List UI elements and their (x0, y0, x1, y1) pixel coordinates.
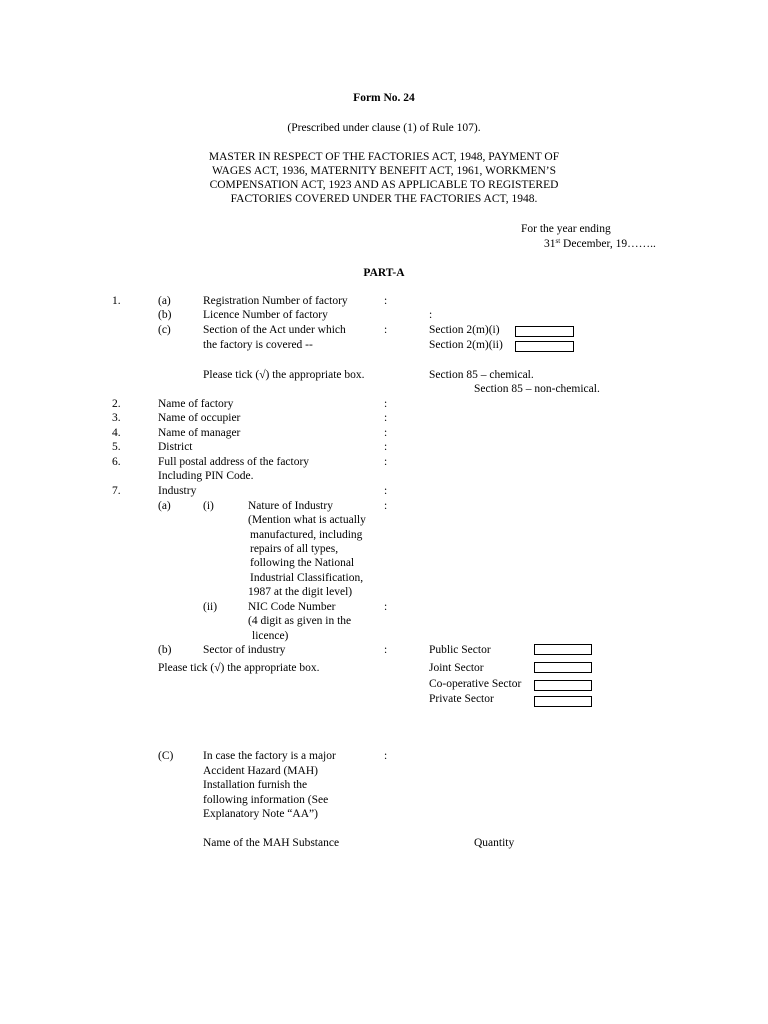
nature-industry-line-6: Industrial Classification, (250, 572, 364, 584)
section-2mi-checkbox[interactable] (515, 326, 574, 337)
tick-instruction-1: Please tick (√) the appropriate box. (203, 369, 365, 381)
nature-industry-line-4: repairs of all types, (250, 543, 339, 555)
section-2mii-checkbox[interactable] (515, 341, 574, 352)
section-85-chemical-label: Section 85 – chemical. (429, 369, 534, 381)
joint-sector-label: Joint Sector (429, 662, 484, 674)
nature-industry-colon: : (384, 500, 388, 512)
master-title-line-1: MASTER IN RESPECT OF THE FACTORIES ACT, 1948, PAYMENT OF (208, 151, 560, 163)
mah-line-1: In case the factory is a major (203, 750, 336, 762)
industry-colon: : (384, 485, 388, 497)
section-85-non-chemical-label: Section 85 – non-chemical. (474, 383, 600, 395)
section-2mi-label: Section 2(m)(i) (429, 324, 500, 336)
registration-number-label: Registration Number of factory (203, 295, 348, 307)
tick-instruction-2: Please tick (√) the appropriate box. (158, 662, 320, 674)
occupier-name-colon: : (384, 412, 388, 424)
item-1-number: 1. (112, 295, 121, 307)
sector-industry-label: Sector of industry (203, 644, 286, 656)
item-1b-letter: (b) (158, 309, 172, 321)
section-2mii-label: Section 2(m)(ii) (429, 339, 503, 351)
nic-code-line-2: (4 digit as given in the (248, 615, 352, 627)
item-7-number: 7. (112, 485, 121, 497)
mah-substance-name-header: Name of the MAH Substance (203, 837, 340, 849)
cooperative-sector-checkbox[interactable] (534, 680, 592, 691)
nature-industry-line-3: manufactured, including (250, 529, 363, 541)
postal-address-label: Full postal address of the factory (158, 456, 310, 468)
item-1a-letter: (a) (158, 295, 171, 307)
mah-line-3: Installation furnish the (203, 779, 308, 791)
part-a-heading: PART-A (363, 267, 405, 279)
postal-address-label-line-2: Including PIN Code. (158, 470, 254, 482)
item-7b-letter: (b) (158, 644, 172, 656)
section-act-label-line-2: the factory is covered -- (203, 339, 313, 351)
occupier-name-label: Name of occupier (158, 412, 241, 424)
nature-industry-line-5: following the National (250, 557, 355, 569)
cooperative-sector-label: Co-operative Sector (429, 678, 522, 690)
mah-line-2: Accident Hazard (MAH) (203, 765, 318, 777)
prescribed-note: (Prescribed under clause (1) of Rule 107). (287, 122, 481, 134)
postal-address-colon: : (384, 456, 388, 468)
industry-label: Industry (158, 485, 197, 497)
public-sector-label: Public Sector (429, 644, 491, 656)
item-1c-letter: (c) (158, 324, 171, 336)
manager-name-label: Name of manager (158, 427, 241, 439)
mah-colon: : (384, 750, 388, 762)
item-3-number: 3. (112, 412, 121, 424)
item-7a-ii-roman: (ii) (203, 601, 218, 613)
item-2-number: 2. (112, 398, 121, 410)
sector-industry-colon: : (384, 644, 388, 656)
master-title-line-2: WAGES ACT, 1936, MATERNITY BENEFIT ACT, 1961, WORKMEN’S (211, 165, 557, 177)
nic-code-line-3: licence) (252, 630, 289, 642)
nic-code-colon: : (384, 601, 388, 613)
nic-code-line-1: NIC Code Number (248, 601, 336, 613)
section-act-label-line-1: Section of the Act under which (203, 324, 346, 336)
private-sector-label: Private Sector (429, 693, 494, 705)
manager-name-colon: : (384, 427, 388, 439)
district-label: District (158, 441, 193, 453)
nature-industry-line-2: (Mention what is actually (248, 514, 366, 526)
factory-name-label: Name of factory (158, 398, 234, 410)
section-act-colon: : (384, 324, 388, 336)
master-title-line-3: COMPENSATION ACT, 1923 AND AS APPLICABLE TO REGISTERED (209, 179, 559, 191)
item-7c-letter: (C) (158, 750, 174, 762)
year-ending-label: For the year ending (521, 223, 611, 235)
mah-line-5: Explanatory Note “AA”) (203, 808, 318, 820)
mah-quantity-header: Quantity (474, 837, 515, 849)
licence-number-colon: : (429, 309, 433, 321)
district-colon: : (384, 441, 388, 453)
item-6-number: 6. (112, 456, 121, 468)
nature-industry-line-1: Nature of Industry (248, 500, 333, 512)
licence-number-label: Licence Number of factory (203, 309, 328, 321)
registration-number-colon: : (384, 295, 388, 307)
private-sector-checkbox[interactable] (534, 696, 592, 707)
master-title-line-4: FACTORIES COVERED UNDER THE FACTORIES ACT, 1948. (230, 193, 538, 205)
item-7a-i-roman: (i) (203, 500, 214, 512)
factory-name-colon: : (384, 398, 388, 410)
year-ending-date: 31st December, 19…….. (544, 237, 656, 250)
item-4-number: 4. (112, 427, 121, 439)
item-7a-letter: (a) (158, 500, 171, 512)
joint-sector-checkbox[interactable] (534, 662, 592, 673)
form-number: Form No. 24 (353, 92, 415, 104)
nature-industry-line-7: 1987 at the digit level) (248, 586, 353, 598)
public-sector-checkbox[interactable] (534, 644, 592, 655)
mah-line-4: following information (See (203, 794, 329, 806)
item-5-number: 5. (112, 441, 121, 453)
